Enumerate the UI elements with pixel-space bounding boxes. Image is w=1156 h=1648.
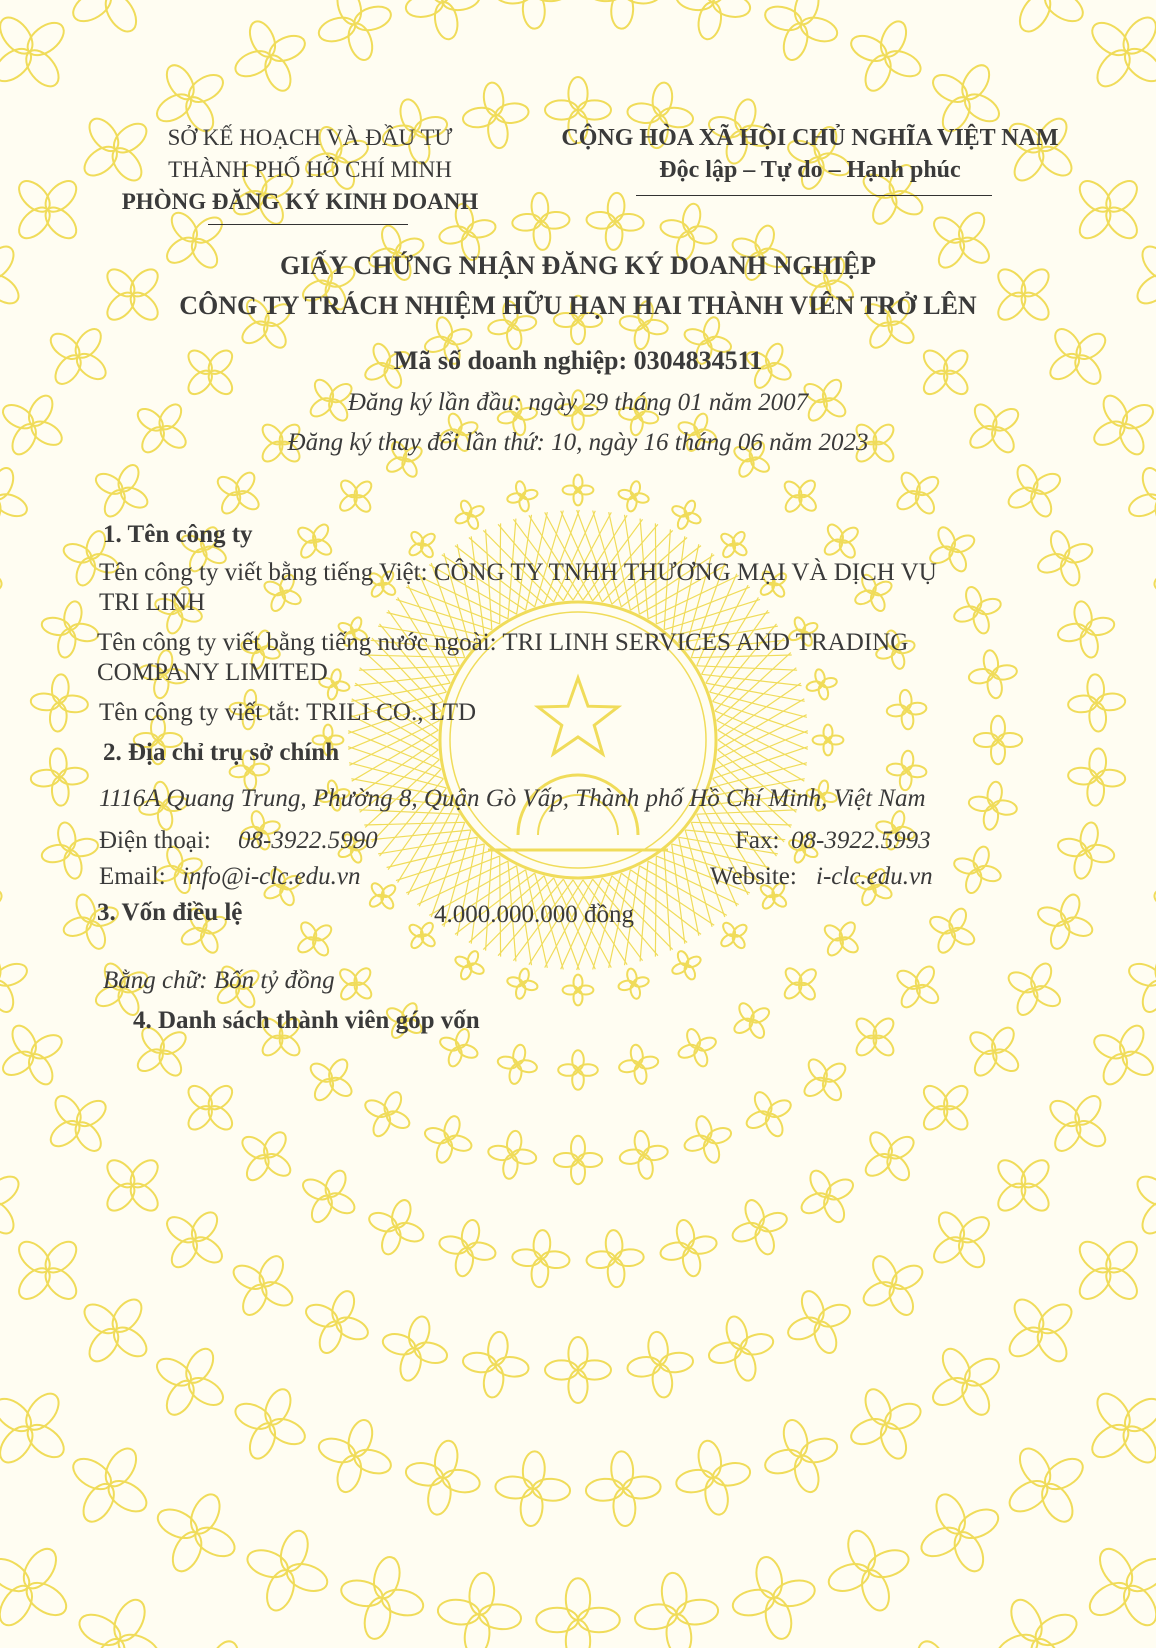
- email-label: Email:: [99, 863, 166, 890]
- section-3-heading: 3. Vốn điều lệ: [97, 899, 243, 926]
- vietnamese-name-line-1: Tên công ty viết bằng tiếng Việt: CÔNG TY TNHH THƯƠNG MẠI VÀ DỊCH VỤ: [99, 559, 937, 586]
- foreign-name-line-1: Tên công ty viết bằng tiếng nước ngoài: TRI LINH SERVICES AND TRADING: [97, 629, 909, 656]
- fax-value: 08-3922.5993: [791, 827, 931, 854]
- motto-underline: [636, 195, 992, 196]
- head-office-address: 1116A Quang Trung, Phường 8, Quận Gò Vấp, Thành phố Hồ Chí Minh, Việt Nam: [99, 785, 926, 812]
- certificate-title: GIẤY CHỨNG NHẬN ĐĂNG KÝ DOANH NGHIỆP: [279, 251, 877, 280]
- charter-capital-amount: 4.000.000.000 đồng: [434, 901, 634, 928]
- agency-underline: [208, 224, 408, 225]
- national-title: CỘNG HÒA XÃ HỘI CHỦ NGHĨA VIỆT NAM: [561, 125, 1059, 151]
- charter-capital-in-words: Bằng chữ: Bốn tỷ đồng: [103, 967, 335, 994]
- email-value: info@i-clc.edu.vn: [182, 863, 361, 890]
- change-registration-date: Đăng ký thay đổi lần thứ: 10, ngày 16 tháng 06 năm 2023: [287, 429, 869, 456]
- section-1-heading: 1. Tên công ty: [103, 521, 253, 548]
- vietnamese-name-line-2: TRI LINH: [99, 589, 206, 616]
- agency-line-3: PHÒNG ĐĂNG KÝ KINH DOANH: [121, 189, 479, 214]
- agency-line-1: SỞ KẾ HOẠCH VÀ ĐẦU TƯ: [167, 125, 453, 150]
- company-type-title: CÔNG TY TRÁCH NHIỆM HỮU HẠN HAI THÀNH VIÊN TRỞ LÊN: [179, 291, 977, 320]
- business-code: Mã số doanh nghiệp: 0304834511: [393, 346, 763, 375]
- short-name: Tên công ty viết tắt: TRILI CO., LTD: [99, 699, 477, 726]
- section-2-heading: 2. Địa chỉ trụ sở chính: [103, 739, 340, 766]
- website-value: i-clc.edu.vn: [816, 863, 933, 890]
- national-motto: Độc lập – Tự do – Hạnh phúc: [659, 157, 961, 183]
- fax-label: Fax:: [735, 827, 780, 854]
- phone-label: Điện thoại:: [99, 827, 211, 854]
- agency-line-2: THÀNH PHỐ HỒ CHÍ MINH: [168, 157, 452, 182]
- phone-value: 08-3922.5990: [238, 827, 378, 854]
- website-label: Website:: [710, 863, 797, 890]
- section-4-heading: 4. Danh sách thành viên góp vốn: [133, 1007, 480, 1034]
- foreign-name-line-2: COMPANY LIMITED: [97, 659, 328, 686]
- first-registration-date: Đăng ký lần đầu: ngày 29 tháng 01 năm 2007: [347, 389, 809, 416]
